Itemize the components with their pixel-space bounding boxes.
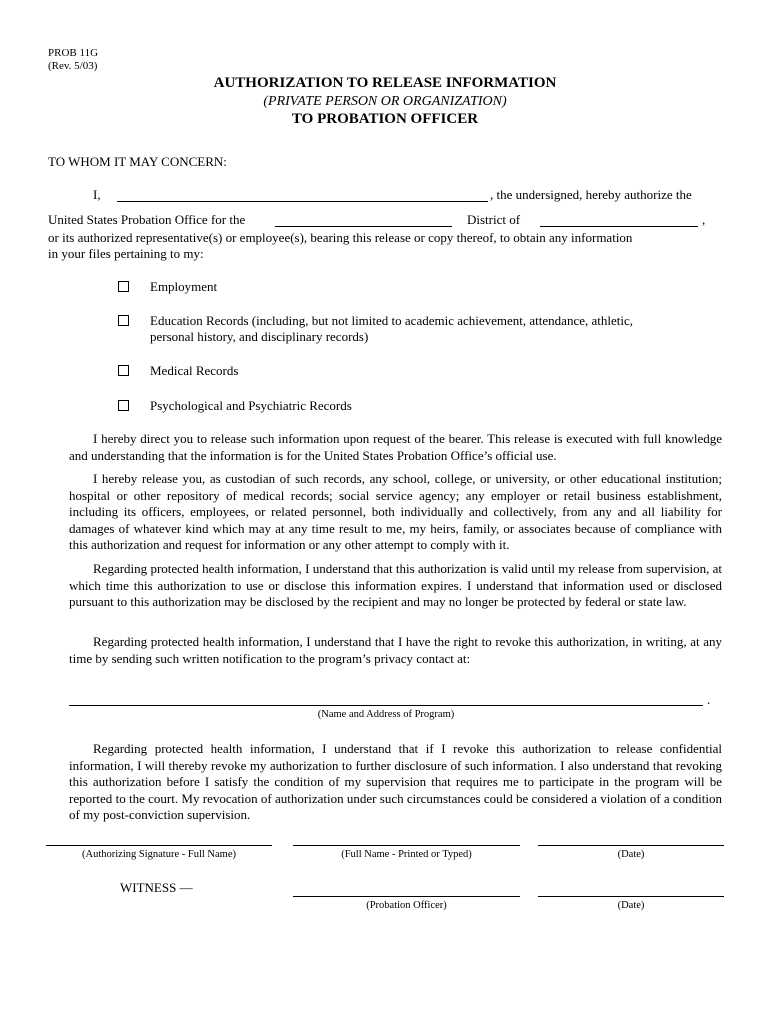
- office-field-line[interactable]: [275, 226, 452, 227]
- date-caption-1: (Date): [617, 849, 645, 860]
- probation-officer-caption: (Probation Officer): [366, 900, 447, 911]
- education-label-cont: personal history, and disciplinary records): [150, 329, 369, 344]
- probation-officer-line[interactable]: [293, 896, 520, 897]
- paragraph-validity: Regarding protected health information, I understand that this authorization is valid until my release from supervision, at which time this authorization to use or disclose this information expires. I understand that information used or disclosed pursuant to this authorization may be disclosed by the recipient and may no longer be protected by federal or state law.: [69, 561, 722, 609]
- psych-checkbox[interactable]: [118, 400, 129, 411]
- district-label: District of: [467, 212, 521, 227]
- witness-label: WITNESS —: [120, 880, 193, 895]
- program-field-line[interactable]: [69, 705, 703, 706]
- paragraph-direct-release: I hereby direct you to release such information upon request of the bearer. This release is executed with full knowledge and understanding that the information is for the United States Probation Office’s official use.: [69, 431, 722, 463]
- program-caption: (Name and Address of Program): [317, 709, 455, 720]
- date-line-2[interactable]: [538, 896, 724, 897]
- name-field-line[interactable]: [117, 201, 488, 202]
- date-caption-2: (Date): [617, 900, 645, 911]
- program-period: .: [707, 692, 711, 707]
- employment-label: Employment: [150, 279, 218, 294]
- employment-checkbox[interactable]: [118, 281, 129, 292]
- authorize-text: , the undersigned, hereby authorize the: [490, 187, 692, 202]
- form-subtitle: (PRIVATE PERSON OR ORGANIZATION): [263, 94, 507, 109]
- paragraph-liability-release: I hereby release you, as custodian of such records, any school, college, or university, or other educational institution; hospital or other repository of medical records; social service agency; any employer or retail business establishment, including its officers, employees, or related personnel, both individually and collectively, from any and all liability for damages of whatever kind which may at any time result to me, my heirs, family, or associates because of compliance with this authorization and request for information or any other attempt to comply with it.: [69, 471, 722, 552]
- authorizing-signature-caption: (Authorizing Signature - Full Name): [82, 849, 236, 860]
- authorizing-signature-line[interactable]: [46, 845, 272, 846]
- i-label: I,: [93, 187, 101, 202]
- medical-label: Medical Records: [150, 363, 239, 378]
- paragraph-revoke-right: Regarding protected health information, I understand that I have the right to revoke this authorization, in writing, at any time by sending such written notification to the program’s privacy contact at:: [69, 634, 722, 666]
- form-title: AUTHORIZATION TO RELEASE INFORMATION: [213, 75, 557, 91]
- district-field-line[interactable]: [540, 226, 698, 227]
- psych-label: Psychological and Psychiatric Records: [150, 398, 352, 413]
- district-comma: ,: [702, 212, 706, 227]
- office-text: United States Probation Office for the: [48, 212, 246, 227]
- date-line-1[interactable]: [538, 845, 724, 846]
- full-name-caption: (Full Name - Printed or Typed): [341, 849, 472, 860]
- salutation: TO WHOM IT MAY CONCERN:: [48, 154, 227, 169]
- full-name-line[interactable]: [293, 845, 520, 846]
- intro-line-4: in your files pertaining to my:: [48, 246, 204, 261]
- form-title-recipient: TO PROBATION OFFICER: [291, 111, 479, 127]
- education-label: Education Records (including, but not limited to academic achievement, attendance, athletic,: [150, 313, 633, 328]
- form-id: PROB 11G: [48, 47, 99, 59]
- paragraph-revocation: Regarding protected health information, I understand that if I revoke this authorization to release confidential information, I will thereby revoke my authorization to further disclosure of such information. I also understand that revoking this authorization before I satisfy the condition of my supervision that requires me to participate in the program will be reported to the court. My revocation of authorization under such circumstances could be considered a violation of a condition of my post-conviction supervision.: [69, 741, 722, 822]
- form-revision: (Rev. 5/03): [48, 60, 98, 72]
- medical-checkbox[interactable]: [118, 365, 129, 376]
- intro-line-3: or its authorized representative(s) or employee(s), bearing this release or copy thereof, to obtain any information: [48, 230, 633, 245]
- education-checkbox[interactable]: [118, 315, 129, 326]
